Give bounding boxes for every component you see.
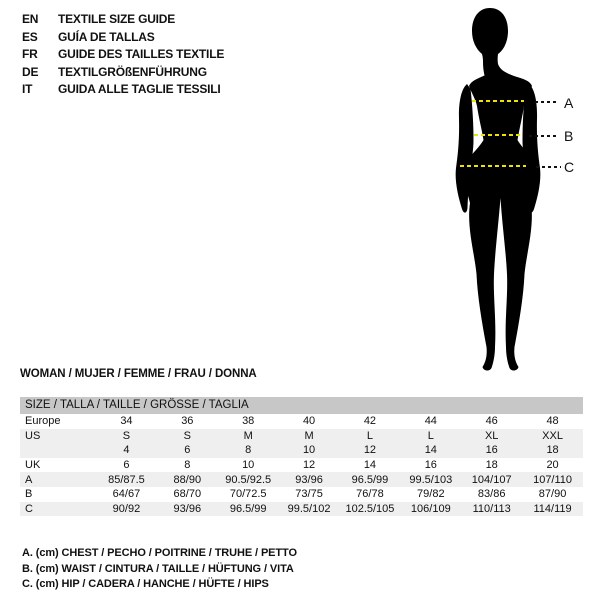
size-cell: 10 [302,444,316,457]
legend-chest: A. (cm) CHEST / PECHO / POITRINE / TRUHE / PETTO [22,547,297,559]
size-cell: 42 [363,415,377,428]
size-cell: 104/107 [471,473,512,486]
size-cell: 6 [123,459,130,472]
size-cell: 99.5/102 [287,502,331,515]
table-row [20,429,583,444]
language-row-fr [22,47,224,65]
size-cell: 73/75 [295,488,323,501]
size-cell: 93/96 [173,502,202,515]
size-cell: 87/90 [538,488,567,501]
size-cell: 90/92 [112,502,141,515]
size-cell: 79/82 [417,488,445,501]
language-code: EN [22,12,39,26]
size-cell: 4 [123,444,130,457]
size-cell: 107/110 [533,473,573,486]
language-code: ES [22,29,38,44]
size-cell: 93/96 [295,473,323,486]
table-row [20,502,583,517]
size-cell: 70/72.5 [229,488,267,501]
size-cell: 48 [546,415,559,428]
size-cell: 6 [184,444,191,457]
table-row [20,472,583,487]
size-cell: S [183,429,191,442]
size-cell: 40 [302,415,316,428]
language-code: FR [22,47,38,61]
size-cell: 12 [363,444,377,457]
woman-silhouette-icon [430,0,600,380]
language-code: IT [22,82,33,96]
size-cell: 8 [245,444,252,457]
size-cell: 90.5/92.5 [225,473,272,486]
size-cell: 64/67 [112,488,141,501]
size-cell: 18 [485,459,498,472]
row-label: Europe [25,415,61,428]
size-cell: M [304,429,314,442]
chest-measure-line [472,100,524,102]
size-cell: 83/86 [477,488,506,501]
measure-label-a: A [564,95,574,111]
size-cell: 85/87.5 [108,473,145,486]
language-list [22,12,224,100]
size-cell: 96.5/99 [351,473,389,486]
woman-silhouette-figure [430,0,600,380]
size-cell: 76/78 [356,488,384,501]
size-cell: 110/113 [472,502,511,515]
size-cell: L [366,429,373,442]
measurement-legend [22,546,297,593]
size-cell: M [243,429,253,442]
size-cell: 34 [120,415,133,428]
legend-waist: B. (cm) WAIST / CINTURA / TAILLE / HÜFTUNG / VITA [22,562,294,575]
hip-pointer-line [536,166,561,168]
language-title: GUÍA DE TALLAS [58,29,155,44]
language-title: GUIDE DES TAILLES TEXTILE [58,47,225,61]
size-cell: 46 [485,415,498,428]
size-cell: XL [484,429,499,442]
size-cell: 18 [546,444,559,457]
size-cell: 10 [242,459,255,472]
table-row [20,487,583,502]
language-row-it [22,82,224,100]
table-row [20,414,583,429]
size-cell: 36 [181,415,194,428]
size-cell: S [122,429,131,442]
size-cell: 68/70 [173,488,202,501]
language-row-de [22,65,224,83]
size-cell: 38 [242,415,255,428]
legend-hip: C. (cm) HIP / CADERA / HANCHE / HÜFTE / HIPS [22,578,269,590]
size-cell: 99.5/103 [409,473,453,486]
hip-measure-line [460,165,526,167]
size-cell: 12 [302,459,316,472]
table-row [20,443,583,458]
size-cell: L [427,429,434,442]
size-cell: 14 [363,459,377,472]
language-title: GUIDA ALLE TAGLIE TESSILI [58,82,221,96]
table-row [20,458,583,473]
size-table-body [20,414,583,516]
size-cell: 88/90 [173,473,202,486]
language-title: TEXTILGRÖßENFÜHRUNG [58,64,207,79]
row-label: UK [25,459,41,472]
row-label: B [25,488,33,501]
size-cell: 16 [485,444,498,457]
row-label: A [25,473,33,486]
row-label: US [25,429,41,442]
measure-label-b: B [564,128,574,144]
size-cell: XXL [542,429,563,442]
size-cell: 44 [424,415,437,428]
section-title: WOMAN / MUJER / FEMME / FRAU / DONNA [20,368,257,380]
size-table-header: SIZE / TALLA / TAILLE / GRÖSSE / TAGLIA [20,397,583,414]
waist-measure-line [474,134,520,136]
size-cell: 20 [546,459,559,472]
language-title: TEXTILE SIZE GUIDE [58,12,176,26]
language-row-en [22,12,224,30]
language-code: DE [22,64,39,79]
row-label: C [25,502,33,515]
size-cell: 106/109 [410,502,451,515]
size-cell: 8 [184,459,191,472]
language-row-es [22,30,224,48]
waist-pointer-line [529,135,558,137]
size-cell: 114/119 [533,502,572,515]
size-cell: 102.5/105 [345,502,395,515]
size-cell: 16 [424,459,437,472]
size-table [20,397,583,516]
chest-pointer-line [535,101,559,103]
size-cell: 14 [424,444,437,457]
measure-label-c: C [564,159,575,175]
size-cell: 96.5/99 [229,502,267,515]
